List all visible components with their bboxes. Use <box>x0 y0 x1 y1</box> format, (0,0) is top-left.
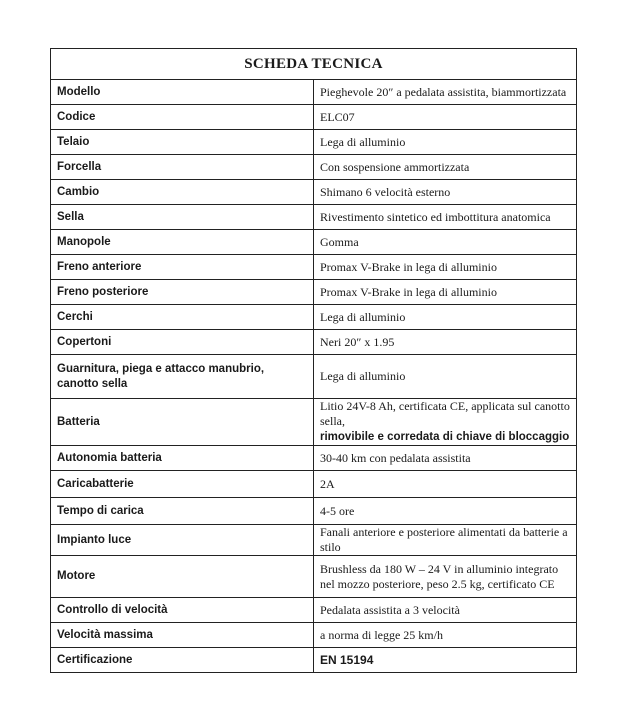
spec-label: Velocità massima <box>51 623 314 648</box>
spec-label: Sella <box>51 205 314 230</box>
spec-value: Promax V-Brake in lega di alluminio <box>314 280 577 305</box>
table-row <box>51 130 577 155</box>
spec-label: Tempo di carica <box>51 498 314 525</box>
spec-value: Brushless da 180 W – 24 V in alluminio integrato nel mozzo posteriore, peso 2.5 kg, certificato CE <box>314 556 577 598</box>
table-row <box>51 399 577 446</box>
spec-value-bold: rimovibile e corredata di chiave di bloccaggio <box>320 431 570 443</box>
spec-value: Con sospensione ammortizzata <box>314 155 577 180</box>
title-row <box>51 49 577 80</box>
spec-value: a norma di legge 25 km/h <box>314 623 577 648</box>
spec-value: EN 15194 <box>314 648 577 673</box>
spec-value: Shimano 6 velocità esterno <box>314 180 577 205</box>
spec-label: Certificazione <box>51 648 314 673</box>
spec-value: Promax V-Brake in lega di alluminio <box>314 255 577 280</box>
table-row <box>51 648 577 673</box>
spec-label: Manopole <box>51 230 314 255</box>
spec-label: Cambio <box>51 180 314 205</box>
spec-value: 4-5 ore <box>314 498 577 525</box>
table-row <box>51 105 577 130</box>
spec-value: Pedalata assistita a 3 velocità <box>314 598 577 623</box>
spec-value: Gomma <box>314 230 577 255</box>
table-row <box>51 471 577 498</box>
table-row <box>51 498 577 525</box>
table-row <box>51 525 577 556</box>
table-row <box>51 446 577 471</box>
spec-label: Freno posteriore <box>51 280 314 305</box>
spec-value: Fanali anteriore e posteriore alimentati da batterie a stilo <box>314 525 577 556</box>
spec-value: Lega di alluminio <box>314 130 577 155</box>
table-row <box>51 623 577 648</box>
spec-label: Cerchi <box>51 305 314 330</box>
spec-label: Telaio <box>51 130 314 155</box>
table-row <box>51 180 577 205</box>
table-row <box>51 205 577 230</box>
spec-label: Copertoni <box>51 330 314 355</box>
spec-table <box>50 48 577 673</box>
spec-value-cell <box>314 399 577 446</box>
spec-value: Litio 24V-8 Ah, certificata CE, applicata sul canotto sella, <box>320 399 570 428</box>
spec-label: Motore <box>51 556 314 598</box>
spec-value: Neri 20″ x 1.95 <box>314 330 577 355</box>
spec-value: Rivestimento sintetico ed imbottitura anatomica <box>314 205 577 230</box>
spec-label: Modello <box>51 80 314 105</box>
spec-value: 30-40 km con pedalata assistita <box>314 446 577 471</box>
spec-label: Impianto luce <box>51 525 314 556</box>
spec-label: Controllo di velocità <box>51 598 314 623</box>
spec-label: Guarnitura, piega e attacco manubrio, canotto sella <box>51 355 314 399</box>
table-row <box>51 280 577 305</box>
table-row <box>51 598 577 623</box>
table-row <box>51 155 577 180</box>
spec-label: Codice <box>51 105 314 130</box>
table-title: SCHEDA TECNICA <box>51 49 577 80</box>
spec-label: Caricabatterie <box>51 471 314 498</box>
spec-value: Pieghevole 20″ a pedalata assistita, biammortizzata <box>314 80 577 105</box>
spec-value: Lega di alluminio <box>314 305 577 330</box>
table-row <box>51 330 577 355</box>
spec-label: Autonomia batteria <box>51 446 314 471</box>
spec-value: ELC07 <box>314 105 577 130</box>
table-row <box>51 556 577 598</box>
spec-value: Lega di alluminio <box>314 355 577 399</box>
spec-label: Forcella <box>51 155 314 180</box>
table-row <box>51 305 577 330</box>
spec-value: 2A <box>314 471 577 498</box>
table-row <box>51 355 577 399</box>
spec-label: Freno anteriore <box>51 255 314 280</box>
spec-label: Batteria <box>51 399 314 446</box>
table-row <box>51 230 577 255</box>
table-row <box>51 80 577 105</box>
table-row <box>51 255 577 280</box>
